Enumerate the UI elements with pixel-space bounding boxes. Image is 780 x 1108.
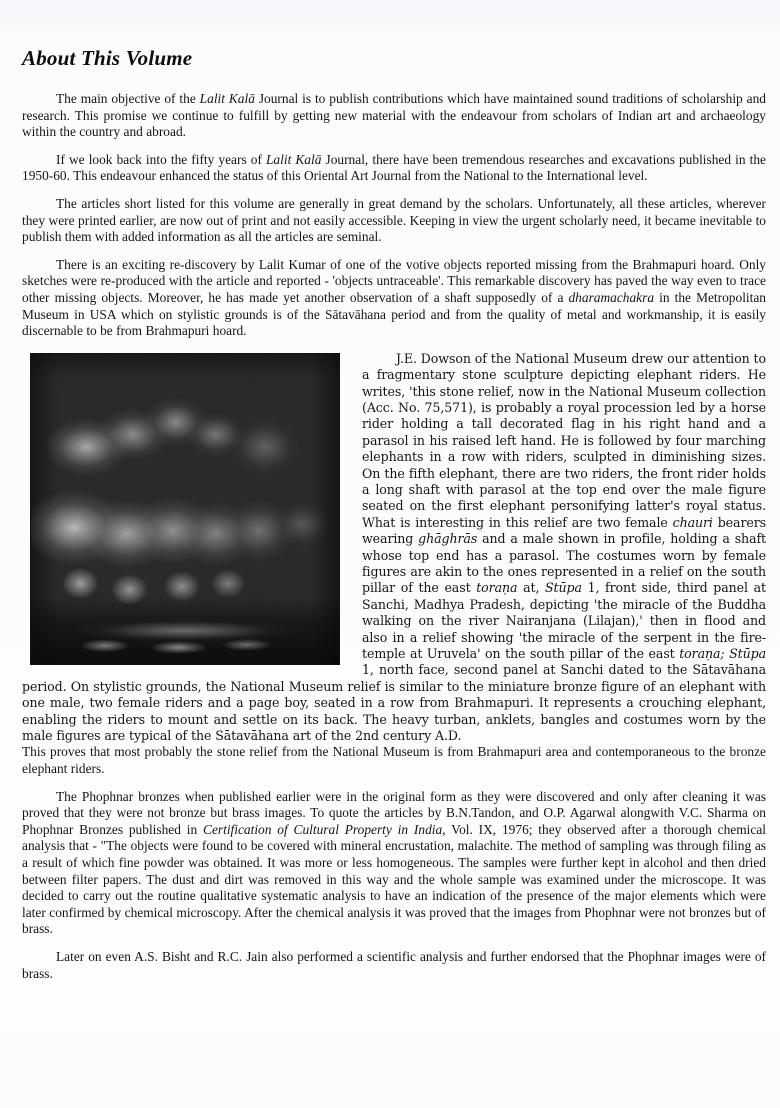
paragraph-main-objective xyxy=(22,91,766,141)
paragraph-fifty-years xyxy=(22,152,766,185)
paragraph-phophnar-bronzes xyxy=(22,789,766,938)
photo-grain-overlay xyxy=(31,354,339,664)
para5-text-e: 1, front side, third panel at Sanchi, Madhya Pradesh, depicting 'the miracle of the Buddha walking on the river Nairanjana (Lilajan),' then in flood and also in a relief showing 'the miracle of the serpent in the fire-temple at Uruvela' on the south pillar of the east xyxy=(362,580,766,662)
chauri-italic: chauri xyxy=(672,514,713,530)
para5-text-b: bearers wearing xyxy=(362,514,766,547)
torana-stupa-italic: toraṇa; Stūpa xyxy=(679,646,766,662)
para5-text-c: and a male shown in profile, holding a shaft whose top end has a parasol. The costumes worn by female figures are akin to the ones represented in a relief on the south pillar of the east xyxy=(362,531,766,596)
para7-text-b: , Vol. IX, 1976; they observed after a thorough chemical analysis that - "The objects were found to be covered with mineral encrustation, malachite. The method of sampling was through filing as a result of which fine powder was obtained. It was more or less homogeneous. The samples were further kept in alcohol and then dried between filter papers. The dust and dirt was removed in this way and the whole sample was examined under the microscope. It was decided to carry out the routine qualitative systematic analysis to have an indication of the presence of the major elements which were later confirmed by chemical microscopy. After the chemical analysis it was proved that the images from Phophnar were not bronzes but of brass. xyxy=(22,821,766,937)
para4-text-a: There is an exciting re-discovery by Lalit Kumar of one of the votive objects reported missing from the Brahmapuri hoard. Only sketches were re-produced with the article and reported - 'objects untraceable'. This remarkable discovery has paved the way even to trace other missing objects. Moreover, he has made yet another observation of a shaft supposedly of a xyxy=(22,256,766,305)
figure-and-wrapped-text xyxy=(22,351,766,745)
para2-text-b: Journal, there have been tremendous researches and excavations published in the 1950-60. This endeavour enhanced the status of this Oriental Art Journal from the National to the International level. xyxy=(22,151,766,184)
journal-title-italic-2: Lalit Kalā xyxy=(265,151,322,167)
para4-text-b: in the Metropolitan Museum in USA which on stylistic grounds is of the Sātavāhana period and from the quality of metal and workmanship, it is easily discernable to be from Brahmapuri hoard. xyxy=(22,289,766,339)
journal-title-italic: Lalit Kalā xyxy=(199,91,255,106)
ghaghras-italic: ghāghrās xyxy=(418,531,478,547)
stupa-italic: Stūpa xyxy=(545,580,582,596)
page-content xyxy=(22,46,766,993)
paragraph-rediscovery xyxy=(22,257,766,340)
paragraph-this-proves: This proves that most probably the stone relief from the National Museum is from Brahmapuri area and contemporaneous to the bronze elephant riders. xyxy=(22,744,766,777)
para5-text-f: 1, north face, second panel at Sanchi dated to the Sātavāhana period. On stylistic grounds, the National Museum relief is similar to the miniature bronze figure of an elephant with one male, two female riders and a page boy, seated in a row from Brahmapuri. It represents a crouching elephant, enabling the riders to mount and settle on its back. The heavy turban, anklets, bangles and costumes worn by the male figures are typical of the Sātavāhana art of the 2nd century A.D. xyxy=(22,662,766,744)
page-title: About This Volume xyxy=(22,46,193,70)
stone-relief-photograph xyxy=(30,353,340,665)
paragraph-later-on: Later on even A.S. Bisht and R.C. Jain also performed a scientific analysis and further endorsed that the Phophnar images were of brass. xyxy=(22,949,766,981)
certification-title-italic: Certification of Cultural Property in India xyxy=(203,821,443,837)
para2-text-a: If we look back into the fifty years of xyxy=(56,151,266,167)
paragraph-short-listed: The articles short listed for this volume are generally in great demand by the scholars. Unfortunately, all these articles, wherever they were printed earlier, are now out of print and not easily accessible. Keeping in view the urgent scholarly need, it became inevitable to publish them with added information as all the articles are seminal. xyxy=(22,195,766,245)
para5-text-d: at, xyxy=(517,580,546,596)
dharamachakra-italic: dharamachakra xyxy=(568,289,655,305)
para1-text-b: Journal is to publish contributions which have maintained sound traditions of scholarship and research. This promise we continue to fulfill by getting new material with the endeavour from scholars of Indian art and archaeology within the country and abroad. xyxy=(22,91,766,140)
para1-text-a: The main objective of the xyxy=(56,91,200,106)
torana-italic: toraṇa xyxy=(476,580,518,596)
para5-text-a: J.E. Dowson of the National Museum drew our attention to a fragmentary stone sculpture depicting elephant riders. He writes, 'this stone relief, now in the National Museum collection (Acc. No. 75,571), is probably a royal procession led by a horse rider holding a tall decorated flag in his right hand and a parasol in his raised left hand. He is followed by four marching elephants in a row with riders, sculpted in diminishing sizes. On the fifth elephant, there are two riders, the front rider holds a long shaft with parasol at the top end over the male figure seated on the first elephant personifying latter's royal status. What is interesting in this relief are two female xyxy=(362,350,766,530)
para7-text-a: The Phophnar bronzes when published earlier were in the original form as they were discovered and only after cleaning it was proved that they were not bronze but brass images. To quote the articles by B.N.Tandon, and O.P. Agarwal alongwith V.C. Sharma on Phophnar Bronzes published in xyxy=(22,788,766,837)
